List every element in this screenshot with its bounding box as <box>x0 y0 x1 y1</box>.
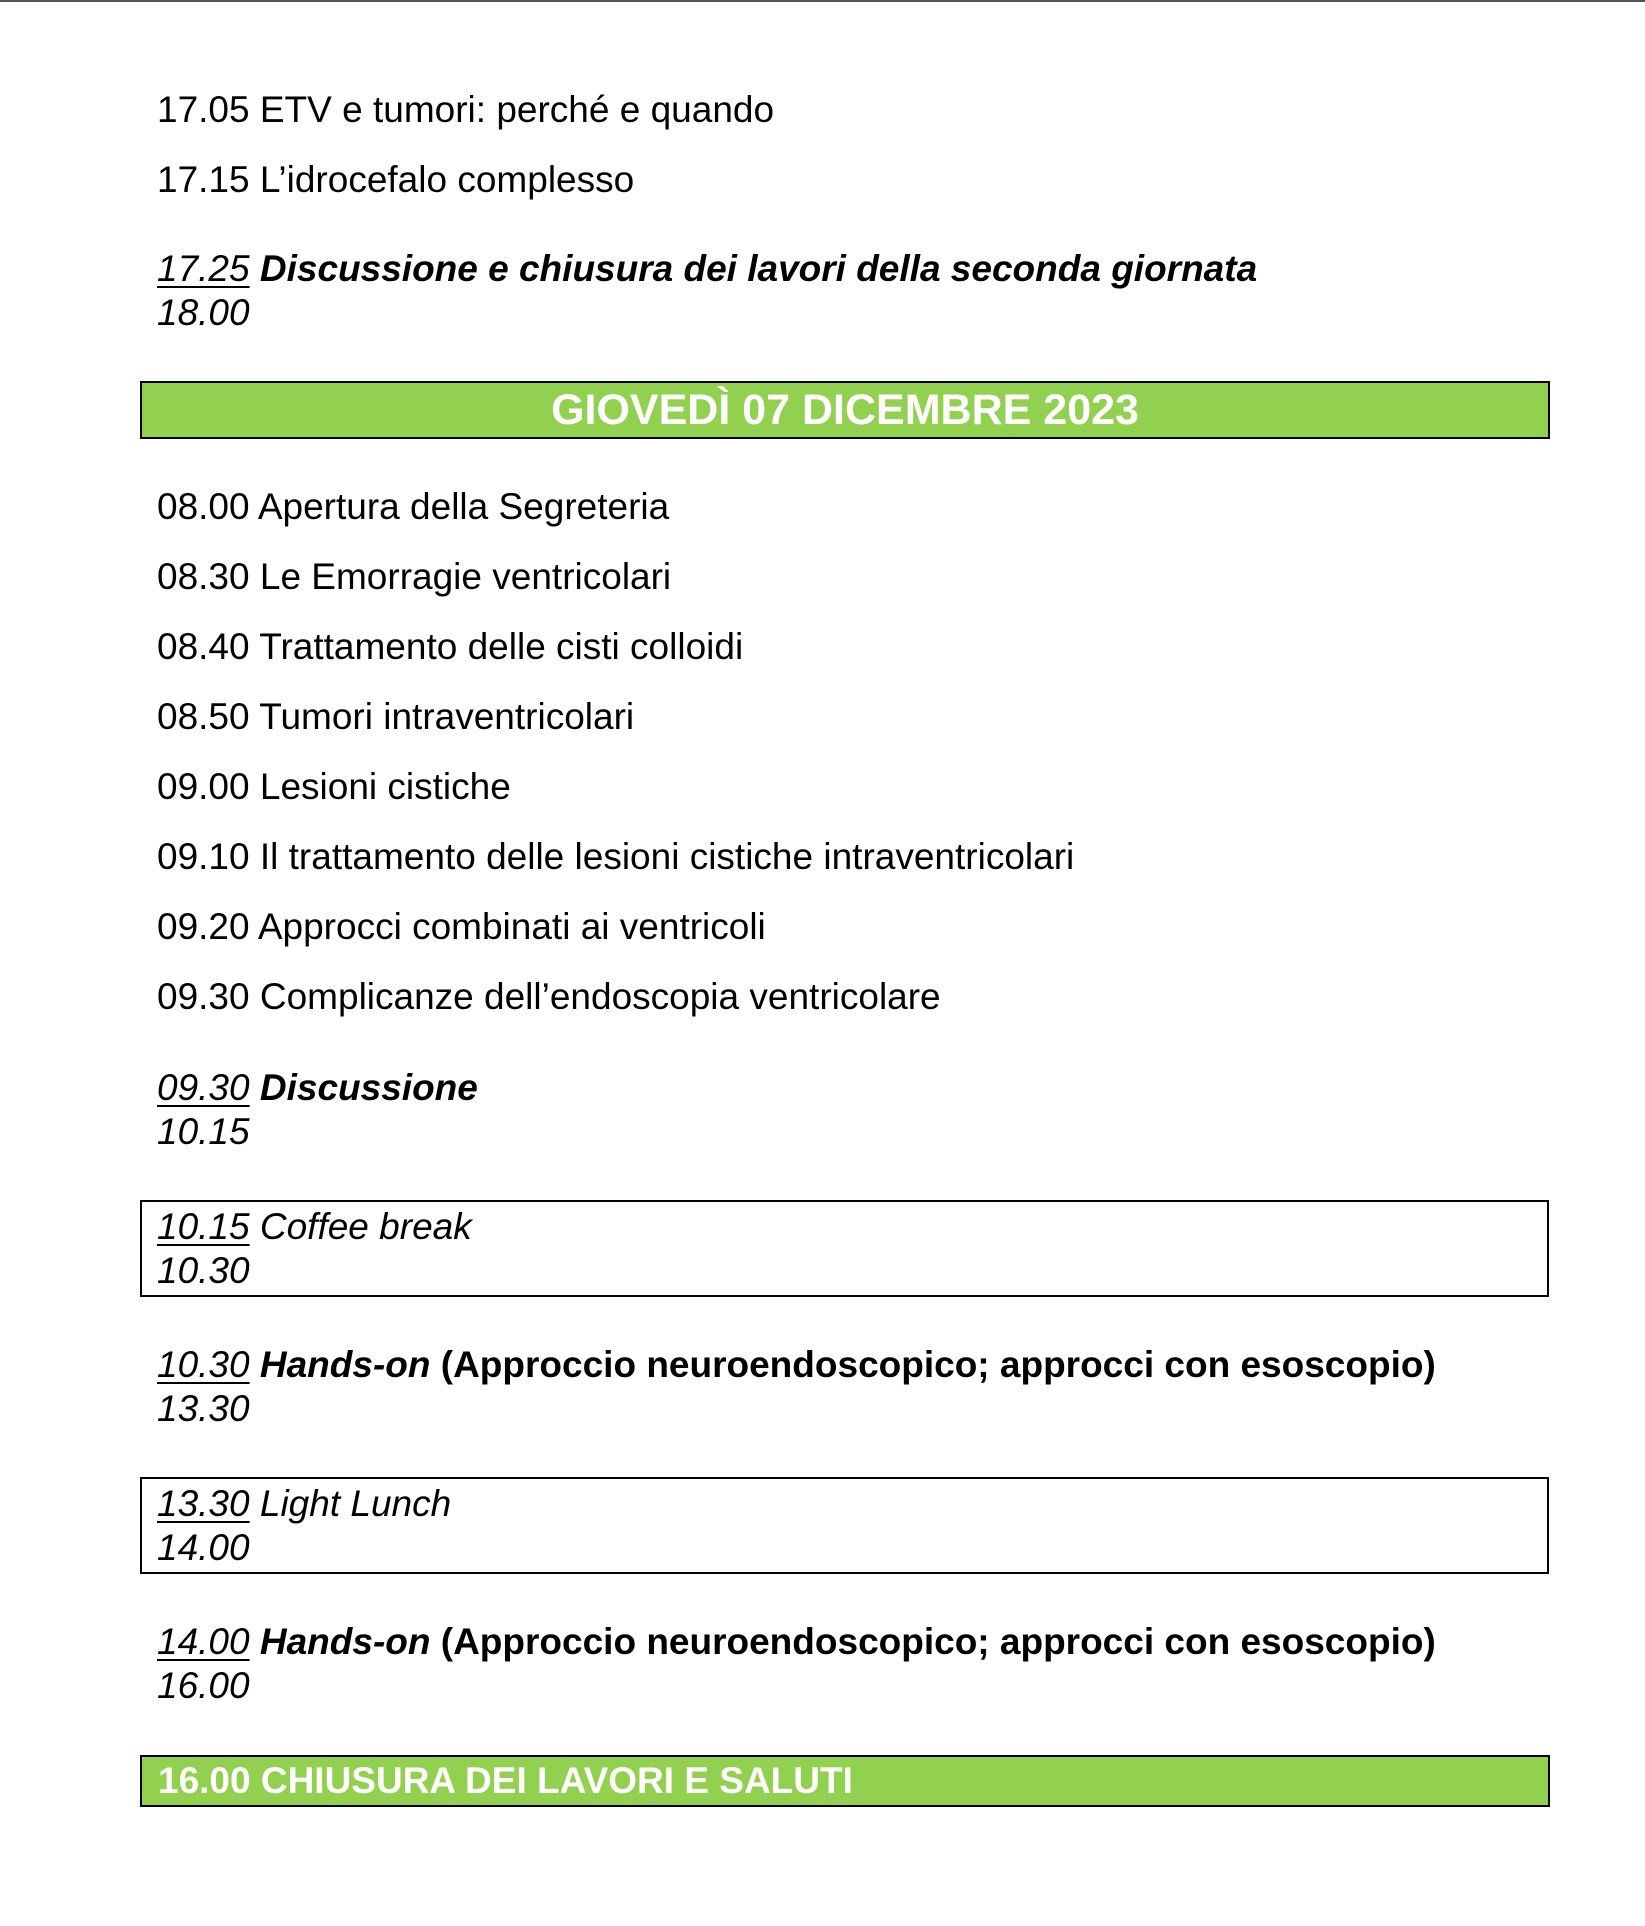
closing-banner: 16.00 CHIUSURA DEI LAVORI E SALUTI <box>140 1755 1550 1807</box>
light-lunch-box <box>140 1477 1549 1574</box>
agenda-time: 09.10 <box>157 836 250 877</box>
session-start-time: 17.25 <box>157 248 250 289</box>
session-title: Coffee break <box>259 1206 472 1247</box>
session-end-time: 16.00 <box>157 1665 250 1706</box>
agenda-title: Il trattamento delle lesioni cistiche intraventricolari <box>259 836 1075 877</box>
session-coffee-break <box>157 1205 472 1293</box>
session-end-time: 14.00 <box>157 1527 250 1568</box>
session-end-time: 18.00 <box>157 292 250 333</box>
agenda-item <box>157 555 671 599</box>
agenda-item <box>157 625 743 669</box>
session-title: Light Lunch <box>259 1483 452 1524</box>
agenda-time: 09.30 <box>157 976 250 1017</box>
agenda-title: Lesioni cistiche <box>259 766 511 807</box>
session-end-time: 10.15 <box>157 1111 250 1152</box>
session-start-time: 13.30 <box>157 1483 250 1524</box>
agenda-item <box>157 975 941 1019</box>
agenda-item <box>157 765 511 809</box>
session-discussion <box>157 1066 478 1154</box>
agenda-title: Complicanze dell’endoscopia ventricolare <box>259 976 941 1017</box>
session-start-time: 10.30 <box>157 1344 250 1385</box>
agenda-time: 17.05 <box>157 89 250 130</box>
session-hands-on <box>157 1343 1436 1431</box>
session-start-time: 10.15 <box>157 1206 250 1247</box>
agenda-title: ETV e tumori: perché e quando <box>259 89 775 130</box>
session-title: Discussione e chiusura dei lavori della seconda giornata <box>259 248 1258 289</box>
session-detail: (Approccio neuroendoscopico; approcci con esoscopio) <box>440 1621 1436 1662</box>
session-start-time: 09.30 <box>157 1067 250 1108</box>
agenda-time: 08.30 <box>157 556 250 597</box>
agenda-title: L’idrocefalo complesso <box>259 159 635 200</box>
session-end-time: 10.30 <box>157 1250 250 1291</box>
agenda-title: Le Emorragie ventricolari <box>259 556 672 597</box>
session-title: Hands-on <box>259 1621 431 1662</box>
agenda-time: 17.15 <box>157 159 250 200</box>
session-detail: (Approccio neuroendoscopico; approcci con esoscopio) <box>440 1344 1436 1385</box>
session-start-time: 14.00 <box>157 1621 250 1662</box>
agenda-title: Apertura della Segreteria <box>257 486 670 527</box>
day-header: GIOVEDÌ 07 DICEMBRE 2023 <box>140 381 1550 439</box>
session-closing-day2 <box>157 247 1257 335</box>
session-title: Discussione <box>259 1067 478 1108</box>
agenda-time: 08.40 <box>157 626 250 667</box>
agenda-item <box>157 905 766 949</box>
agenda-item <box>157 835 1074 879</box>
agenda-item <box>157 695 634 739</box>
session-hands-on <box>157 1620 1436 1708</box>
agenda-item <box>157 158 634 202</box>
session-end-time: 13.30 <box>157 1388 250 1429</box>
top-rule <box>0 0 1645 2</box>
coffee-break-box <box>140 1200 1549 1297</box>
agenda-time: 08.00 <box>157 486 250 527</box>
session-light-lunch <box>157 1482 451 1570</box>
session-title: Hands-on <box>259 1344 431 1385</box>
agenda-item <box>157 88 774 132</box>
agenda-time: 09.00 <box>157 766 250 807</box>
agenda-title: Tumori intraventricolari <box>259 696 635 737</box>
agenda-title: Trattamento delle cisti colloidi <box>259 626 744 667</box>
agenda-time: 08.50 <box>157 696 250 737</box>
agenda-item <box>157 485 669 529</box>
agenda-time: 09.20 <box>157 906 250 947</box>
agenda-title: Approcci combinati ai ventricoli <box>257 906 766 947</box>
